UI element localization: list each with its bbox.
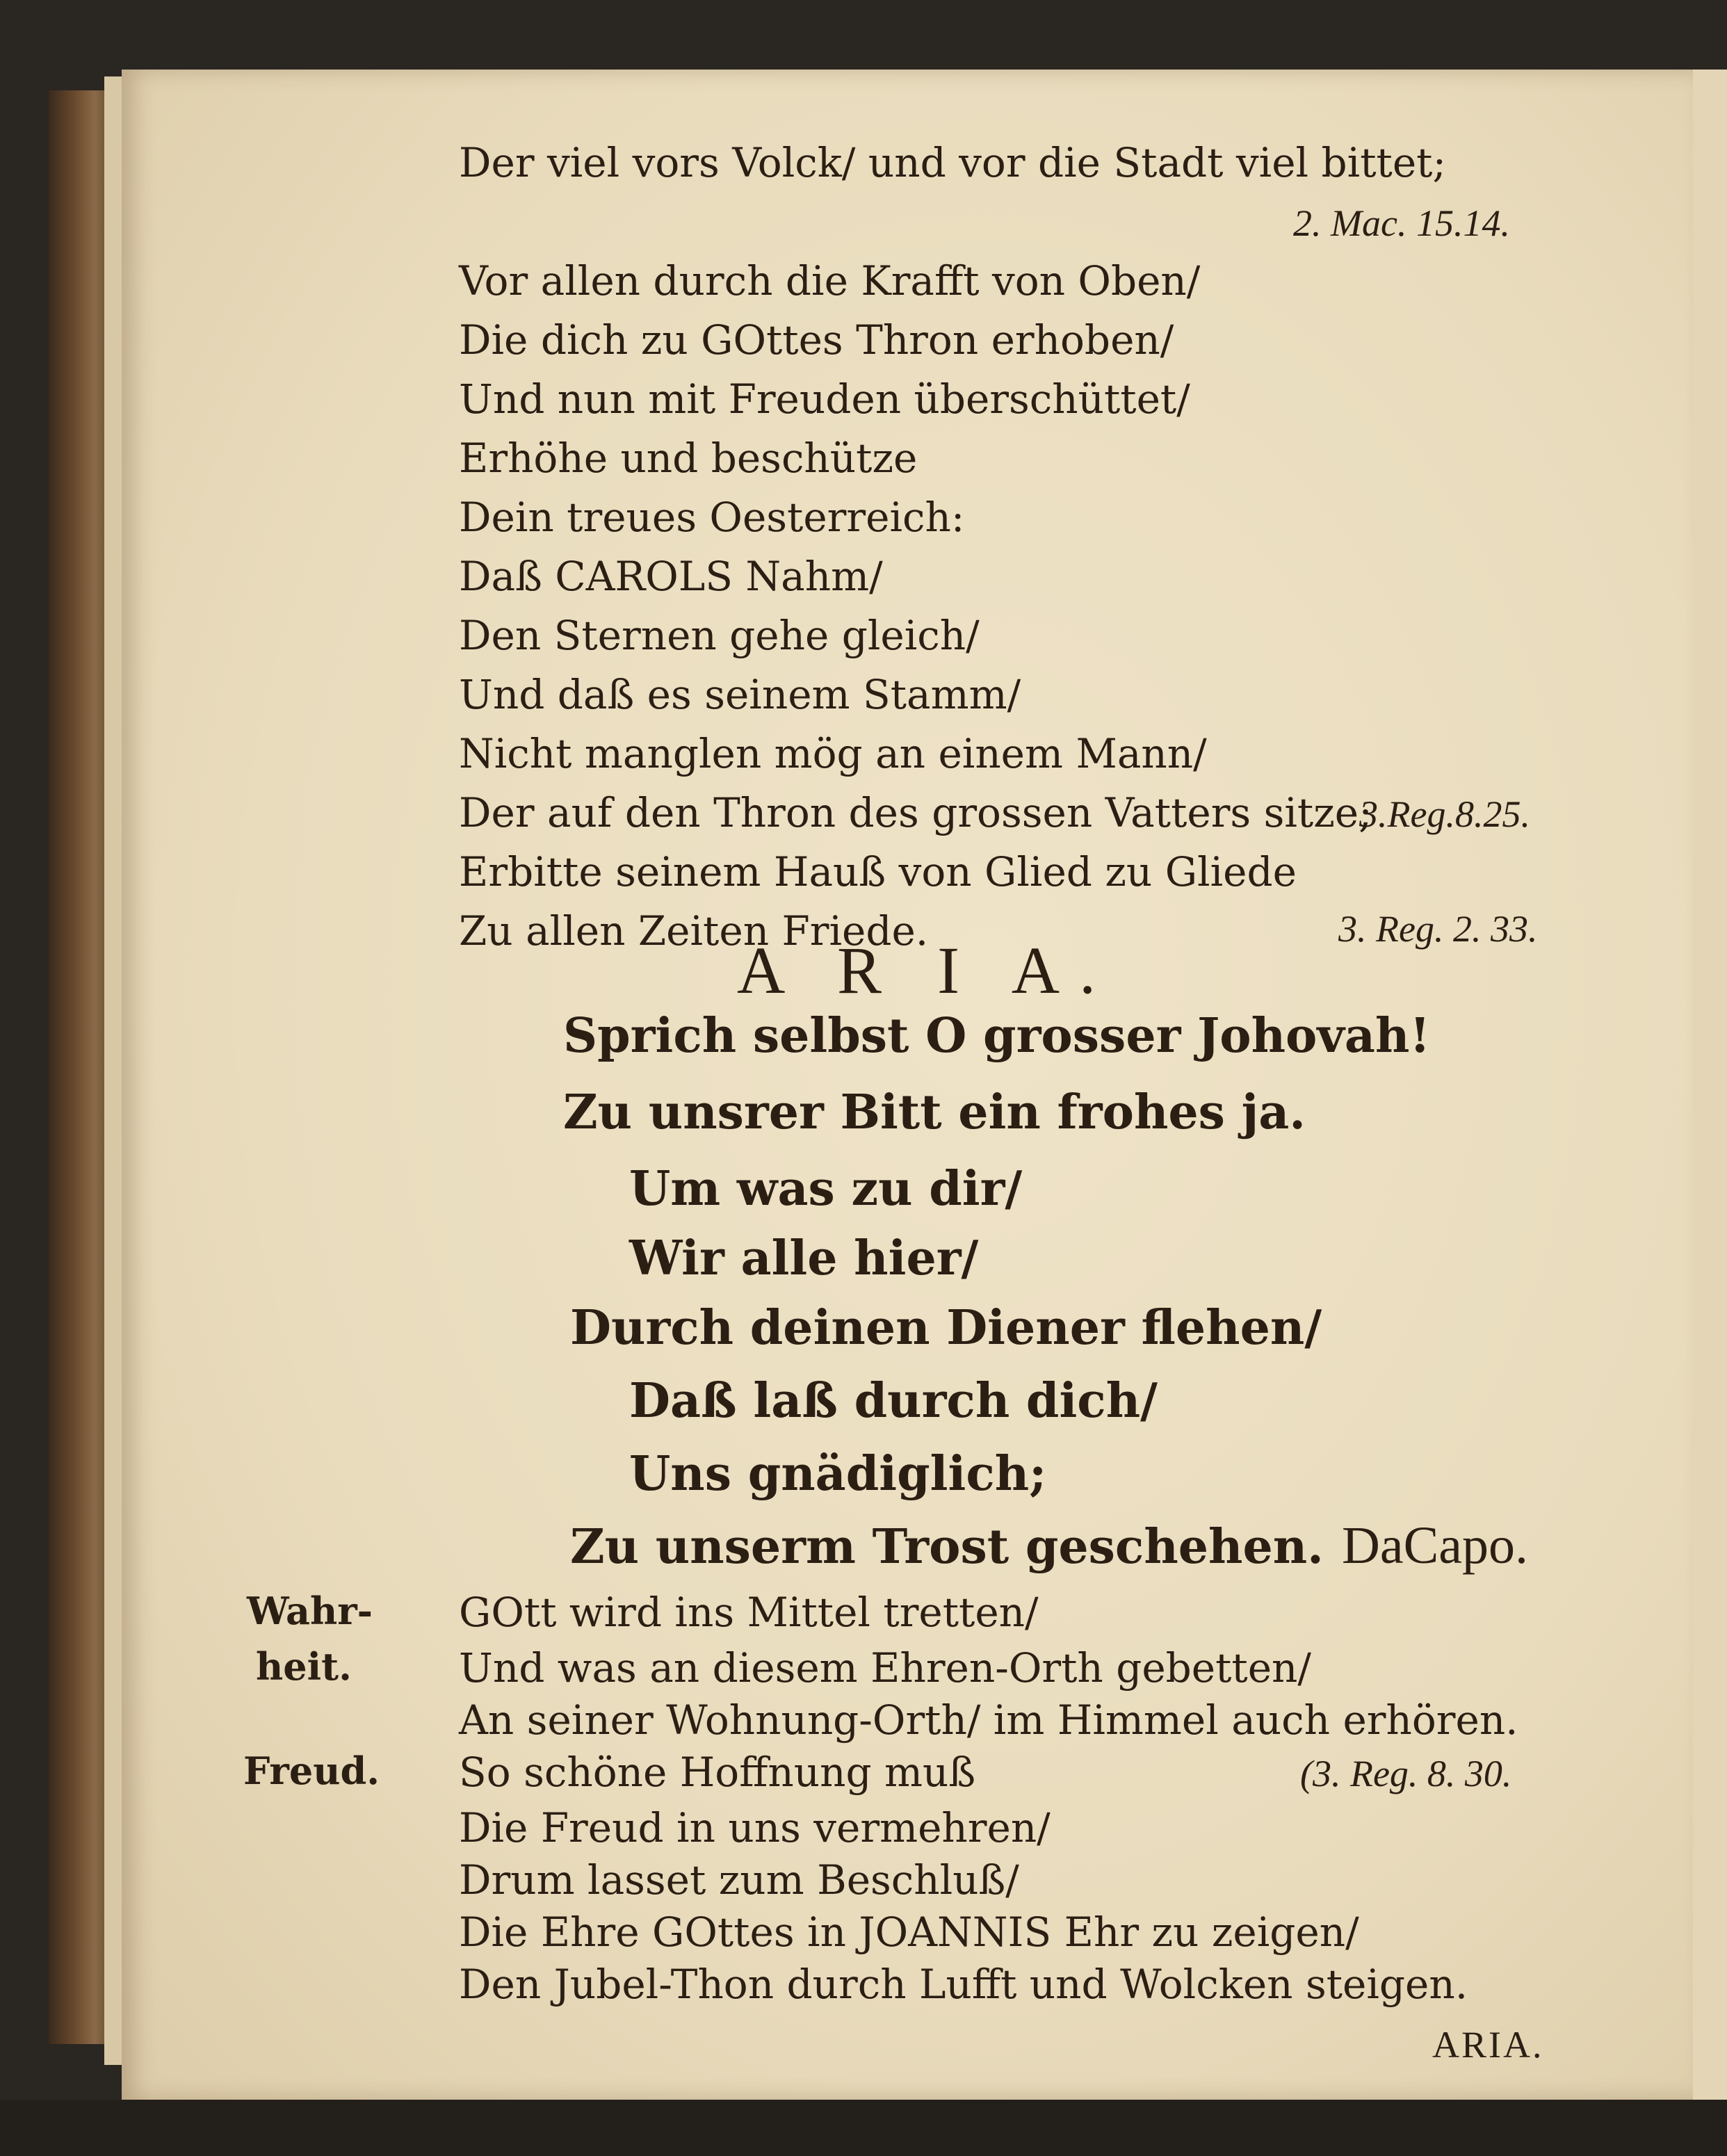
aria-line: Zu unserm Trost geschehen. bbox=[570, 1519, 1324, 1575]
text-line: GOtt wird ins Mittel tretten/ bbox=[459, 1589, 1039, 1636]
text-line: Den Jubel-Thon durch Lufft und Wolcken steigen. bbox=[459, 1961, 1468, 2008]
speaker-label: Wahr- bbox=[247, 1589, 373, 1633]
speaker-label: Freud. bbox=[243, 1749, 380, 1793]
text-line: Die Ehre GOttes in JOANNIS Ehr zu zeigen/ bbox=[459, 1908, 1359, 1956]
aria-line: Durch deinen Diener flehen/ bbox=[570, 1300, 1322, 1356]
adjacent-page-edge bbox=[1693, 70, 1727, 2100]
aria-line: Zu unsrer Bitt ein frohes ja. bbox=[563, 1085, 1306, 1140]
scripture-reference: 3.Reg.8.25. bbox=[1359, 793, 1530, 835]
text-line: Den Sternen gehe gleich/ bbox=[459, 612, 980, 659]
background-surface bbox=[0, 2100, 1727, 2156]
text-line: Der auf den Thron des grossen Vatters sitze; bbox=[459, 789, 1372, 836]
text-line: Drum lasset zum Beschluß/ bbox=[459, 1856, 1019, 1904]
text-line: Und daß es seinem Stamm/ bbox=[459, 671, 1021, 718]
scripture-reference: (3. Reg. 8. 30. bbox=[1300, 1753, 1512, 1794]
aria-line: Uns gnädiglich; bbox=[629, 1446, 1047, 1502]
text-line: Nicht manglen mög an einem Mann/ bbox=[459, 730, 1207, 777]
aria-line: Um was zu dir/ bbox=[629, 1161, 1023, 1217]
aria-line: Wir alle hier/ bbox=[629, 1231, 979, 1286]
text-line: Vor allen durch die Krafft von Oben/ bbox=[459, 257, 1201, 305]
text-line: Und was an diesem Ehren-Orth gebetten/ bbox=[459, 1644, 1311, 1692]
aria-line: Sprich selbst O grosser Johovah! bbox=[563, 1008, 1431, 1064]
text-line: Die Freud in uns vermehren/ bbox=[459, 1804, 1051, 1851]
text-line: Zu allen Zeiten Friede. bbox=[459, 907, 929, 955]
text-line: So schöne Hoffnung muß bbox=[459, 1749, 976, 1796]
text-line: Erbitte seinem Hauß von Glied zu Gliede bbox=[459, 848, 1297, 895]
speaker-label: heit. bbox=[256, 1644, 352, 1689]
da-capo-marking: DaCapo. bbox=[1342, 1516, 1529, 1575]
scripture-reference: 2. Mac. 15.14. bbox=[1293, 202, 1510, 244]
aria-line: Daß laß durch dich/ bbox=[629, 1373, 1158, 1429]
text-line: Dein treues Oesterreich: bbox=[459, 494, 965, 541]
text-line: Daß CAROLS Nahm/ bbox=[459, 553, 883, 600]
catchword: ARIA. bbox=[1432, 2024, 1544, 2066]
text-line: An seiner Wohnung-Orth/ im Himmel auch erhören. bbox=[459, 1696, 1518, 1744]
aria-heading: A R I A. bbox=[737, 933, 1116, 1007]
text-line: Der viel vors Volck/ und vor die Stadt viel bittet; bbox=[459, 139, 1447, 186]
scripture-reference: 3. Reg. 2. 33. bbox=[1338, 908, 1538, 950]
text-line: Erhöhe und beschütze bbox=[459, 435, 918, 482]
text-line: Die dich zu GOttes Thron erhoben/ bbox=[459, 316, 1174, 364]
text-line: Und nun mit Freuden überschüttet/ bbox=[459, 375, 1190, 423]
